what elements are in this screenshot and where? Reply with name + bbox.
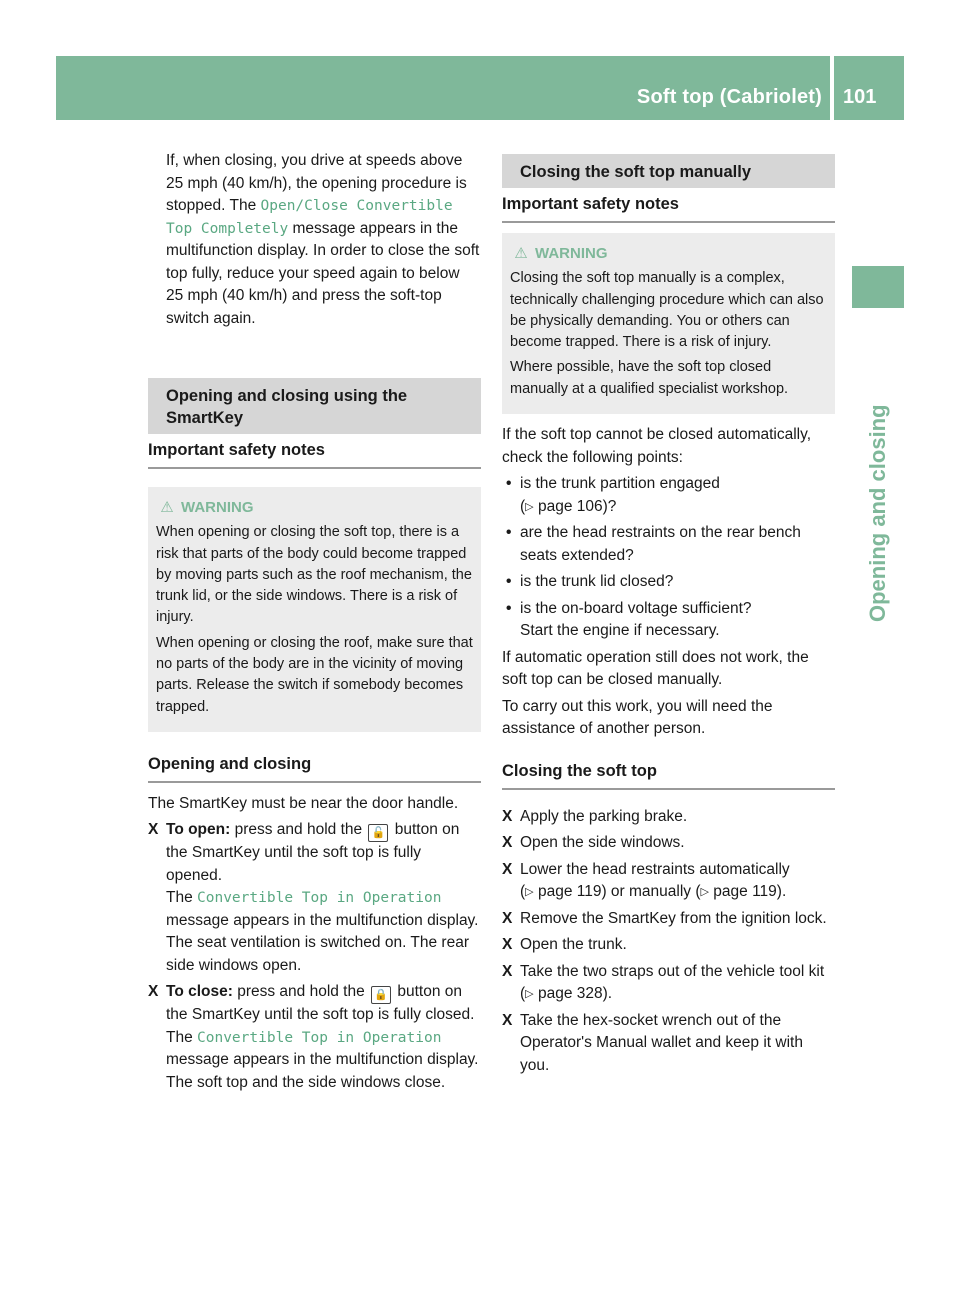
display-message: Convertible Top in Operation — [197, 1029, 442, 1046]
side-tab — [852, 318, 904, 648]
check-intro: If the soft top cannot be closed automatically, check the following points: — [502, 426, 812, 466]
step-item: X Lower the head restraints automatically (▷ page 119) or manually (▷ page 119). — [502, 860, 790, 901]
page-title: Soft top (Cabriolet) — [636, 86, 822, 108]
warning-box — [148, 487, 481, 732]
bullet-icon: • — [506, 599, 512, 617]
section-title: Opening and closing using the SmartKey — [148, 378, 481, 434]
warning-text: Closing the soft top manually is a complex, technically challenging procedure which can also be physically demanding. You or others can become trapped. There is a risk of injury. — [510, 270, 824, 351]
left-column — [148, 150, 481, 1098]
assist-paragraph: To carry out this work, you will need the assistance of another person. — [502, 697, 773, 738]
warning-triangle-icon: ⚠ — [514, 245, 528, 262]
warning-title: ⚠ WARNING — [156, 497, 473, 518]
warning-text: When opening or closing the roof, make sure that no parts of the body are in the vicinity of moving parts. Release the switch if somebody becomes trapped. — [156, 634, 473, 715]
step-item: X Apply the parking brake. — [502, 806, 835, 829]
step-arrow-icon: X — [502, 936, 513, 954]
side-tab-label: Opening and closing — [865, 404, 890, 622]
step-arrow-icon: X — [502, 1011, 513, 1029]
step-arrow-icon: X — [502, 962, 513, 980]
closing-heading: Closing the soft top — [502, 755, 835, 790]
display-message: Open/Close Convertible Top Completely — [166, 198, 453, 237]
warning-title: ⚠ WARNING — [510, 243, 827, 264]
right-column — [502, 154, 835, 1081]
warning-text: Where possible, have the soft top closed manually at a qualified specialist workshop. — [510, 359, 789, 397]
warning-box — [502, 233, 835, 414]
bullet-icon: • — [506, 573, 512, 591]
side-tab-marker — [852, 266, 904, 308]
list-item: • is the trunk lid closed? — [502, 571, 835, 594]
step-arrow-icon: X — [502, 834, 513, 852]
step-item: X Take the two straps out of the vehicle tool kit (▷ page 328). — [502, 962, 825, 1003]
step-item: X Remove the SmartKey from the ignition lock. — [502, 908, 835, 931]
display-message: Convertible Top in Operation — [197, 890, 442, 907]
lock-icon: 🔒 — [371, 986, 391, 1004]
intro-paragraph: If, when closing, you drive at speeds above 25 mph (40 km/h), the opening procedure is stopped. The Open/Close Convertible Top Completely message appears in the multifunction display. In order to close the soft top fully, reduce your speed again to below 25 mph (40 km/h) and press the soft-top switch again. — [166, 152, 480, 327]
header-divider — [830, 56, 834, 120]
list-item: • are the head restraints on the rear bench seats extended? — [506, 524, 801, 564]
page-ref-icon: ▷ — [700, 886, 709, 899]
step-arrow-icon: X — [502, 860, 513, 878]
list-item: • is the trunk partition engaged (▷ page 106)? — [506, 475, 720, 515]
page-ref-icon: ▷ — [525, 988, 534, 1001]
safety-heading: Important safety notes — [502, 188, 835, 223]
bullet-icon: • — [506, 475, 512, 493]
step-arrow-icon: X — [148, 983, 159, 1001]
step-arrow-icon: X — [148, 821, 159, 839]
auto-paragraph: If automatic operation still does not work, the soft top can be closed manually. — [502, 648, 809, 689]
page-ref-icon: ▷ — [525, 886, 534, 899]
step-item: X Open the side windows. — [502, 832, 835, 855]
step-item: X Take the hex-socket wrench out of the Operator's Manual wallet and keep it with you. — [502, 1011, 803, 1074]
list-item: • is the on-board voltage sufficient? Start the engine if necessary. — [506, 599, 752, 640]
safety-heading: Important safety notes — [148, 434, 481, 469]
unlock-icon: 🔓 — [368, 824, 388, 842]
step-arrow-icon: X — [502, 909, 513, 927]
step-item: X Open the trunk. — [502, 934, 835, 957]
step-arrow-icon: X — [502, 807, 513, 825]
opening-heading: Opening and closing — [148, 748, 481, 783]
section-title: Closing the soft top manually — [502, 154, 835, 188]
warning-text: When opening or closing the soft top, there is a risk that parts of the body could become trapped by moving parts such as the roof mechanism, the trunk lid, or the side windows. There is a risk of injury. — [156, 524, 472, 626]
bullet-icon: • — [506, 524, 512, 542]
page-number: 101 — [843, 86, 877, 108]
smartkey-paragraph: The SmartKey must be near the door handle. — [148, 794, 459, 812]
open-step: X To open: press and hold the 🔓 button on the SmartKey until the soft top is fully opened. The Convertible Top in Operation message appears in the multifunction display. The seat ventilation is switched on. The rear side windows open. — [148, 821, 479, 974]
warning-triangle-icon: ⚠ — [160, 499, 174, 516]
close-step: X To close: press and hold the 🔒 button on the SmartKey until the soft top is fully closed. The Convertible Top in Operation message appears in the multifunction display. The soft top and the side windows close. — [148, 983, 479, 1091]
page-ref-icon: ▷ — [525, 500, 534, 513]
